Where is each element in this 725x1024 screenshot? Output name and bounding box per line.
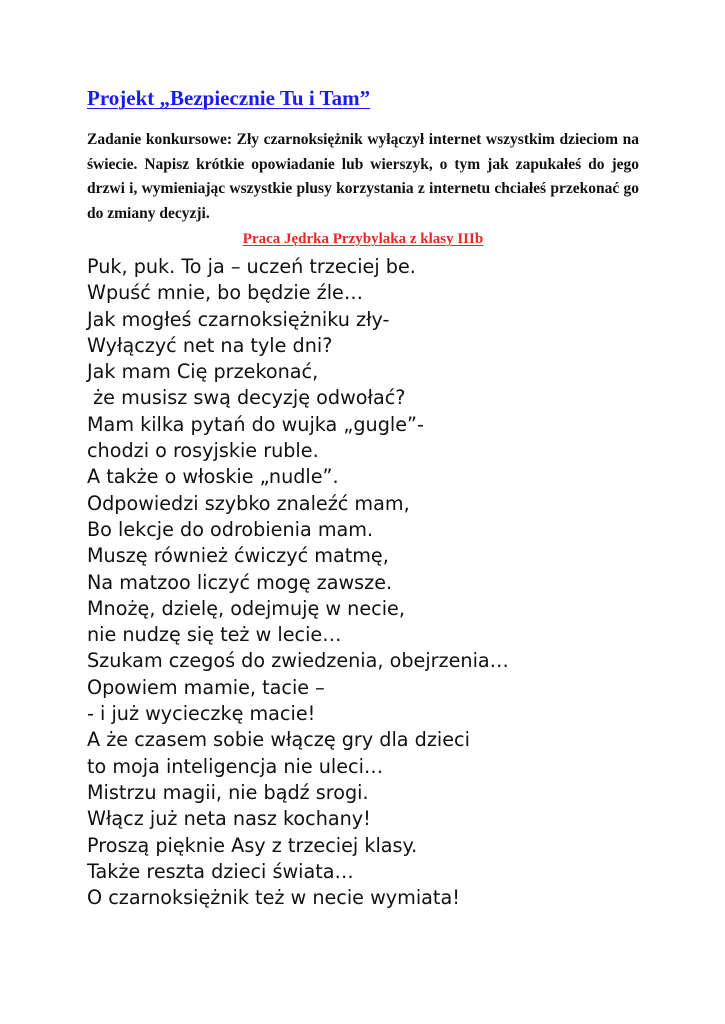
poem-line: Mnożę, dzielę, odejmuję w necie, [87, 596, 405, 620]
poem-line: O czarnoksiężnik też w necie wymiata! [87, 886, 460, 910]
poem-line: Puk, puk. To ja – uczeń trzeciej be. [87, 255, 416, 278]
poem-line: Mistrzu magii, nie bądź srogi. [87, 780, 369, 804]
poem-line: Także reszta dzieci świata… [87, 859, 354, 883]
poem-line: A że czasem sobie włączę gry dla dzieci [87, 728, 470, 752]
poem-line: Bo lekcje do odrobienia mam. [87, 517, 374, 541]
poem-line: że musisz swą decyzję odwołać? [87, 386, 406, 410]
poem-line: to moja inteligencja nie uleci… [87, 754, 384, 778]
task-description: Zadanie konkursowe: Zły czarnoksiężnik wyłączył internet wszystkim dzieciom na świecie. Napisz krótkie opowiadanie lub wierszyk, o tym jak zapukałeś do jego drzwi i, wymieniając wszystkie plusy korzystania z internetu chciałeś przekonać go do zmiany decyzji. [87, 131, 639, 222]
poem-line: Jak mogłeś czarnoksiężniku zły- [87, 307, 390, 331]
poem-line: Opowiem mamie, tacie – [87, 675, 325, 699]
poem-line: nie nudzę się też w lecie… [87, 623, 342, 647]
poem-line: Muszę również ćwiczyć matmę, [87, 544, 389, 568]
poem-line: Włącz już neta nasz kochany! [87, 807, 371, 831]
poem-line: - i już wycieczkę macie! [87, 702, 316, 726]
poem-line: Jak mam Cię przekonać, [87, 360, 319, 384]
poem-line: chodzi o rosyjskie ruble. [87, 439, 319, 463]
poem-line: A także o włoskie „nudle”. [87, 465, 339, 489]
document-title: Projekt „Bezpiecznie Tu i Tam” [87, 86, 371, 110]
poem-line: Wyłączyć net na tyle dni? [87, 333, 333, 357]
poem [87, 254, 647, 911]
poem-line: Mam kilka pytań do wujka „gugle”- [87, 412, 424, 436]
poem-line: Na matzoo liczyć mogę zawsze. [87, 570, 393, 594]
poem-line: Proszą pięknie Asy z trzeciej klasy. [87, 833, 418, 857]
poem-line: Wpuść mnie, bo będzie źle… [87, 281, 364, 305]
poem-line: Odpowiedzi szybko znaleźć mam, [87, 491, 410, 515]
author-caption: Praca Jędrka Przybylaka z klasy IIIb [242, 231, 484, 247]
poem-line: Szukam czegoś do zwiedzenia, obejrzenia… [87, 649, 509, 673]
